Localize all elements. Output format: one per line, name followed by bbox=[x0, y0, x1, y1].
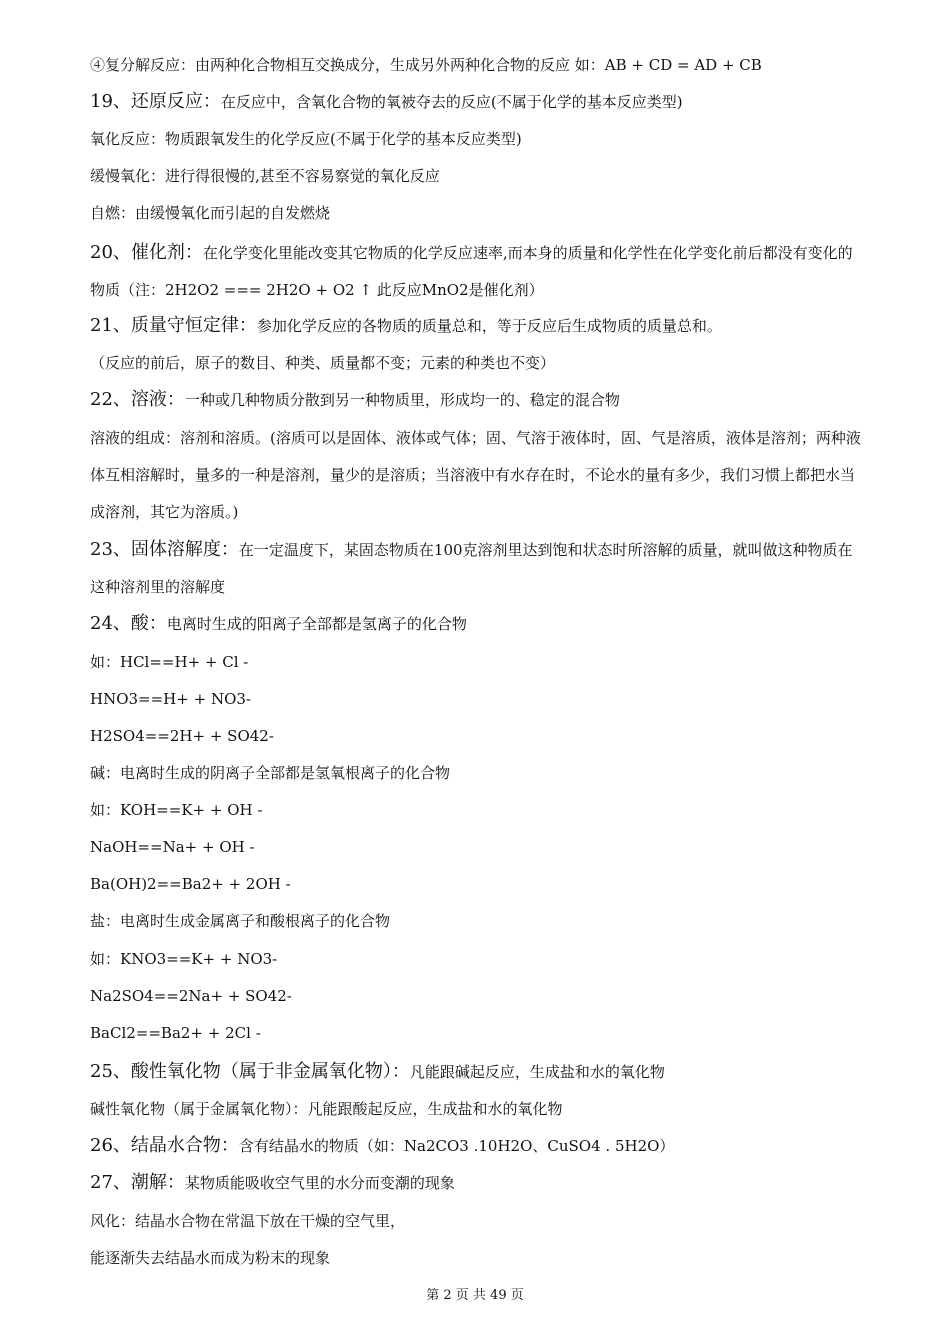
text-line bbox=[90, 763, 862, 783]
text-line bbox=[90, 726, 862, 746]
text-line bbox=[90, 986, 862, 1006]
line-text: 溶液的组成：溶剂和溶质。(溶质可以是固体、液体或气体；固、气溶于液体时，固、气是溶质，液体是溶剂；两种液体互相溶解时，量多的一种是溶剂，量少的是溶质；当溶液中有水存在时，不论水的量有多少，我们习惯上都把水当成溶剂，其它为溶质。) bbox=[90, 429, 861, 521]
text-paragraph bbox=[90, 531, 862, 606]
text-line bbox=[90, 689, 862, 709]
line-text: 碱性氧化物（属于金属氧化物）：凡能跟酸起反应，生成盐和水的氧化物 bbox=[90, 1100, 563, 1118]
text-line bbox=[90, 1248, 862, 1268]
line-heading: 20、催化剂： bbox=[90, 242, 203, 263]
line-text: 碱：电离时生成的阴离子全部都是氢氧根离子的化合物 bbox=[90, 764, 451, 782]
text-line bbox=[90, 1099, 862, 1119]
page-footer: 第 2 页 共 49 页 bbox=[426, 1288, 524, 1303]
text-line bbox=[90, 911, 862, 931]
line-heading: 24、酸： bbox=[90, 613, 167, 634]
line-text: 如：KNO3==K+ + NO3- bbox=[90, 950, 278, 968]
text-line bbox=[90, 837, 862, 857]
text-line bbox=[90, 800, 862, 820]
line-text: 盐：电离时生成金属离子和酸根离子的化合物 bbox=[90, 912, 391, 930]
text-line bbox=[90, 1136, 862, 1156]
line-text: BaCl2==Ba2+ + 2Cl - bbox=[90, 1024, 261, 1042]
line-heading: 19、还原反应： bbox=[90, 91, 221, 112]
line-text: 如：HCl==H+ + Cl - bbox=[90, 653, 249, 671]
line-text: 在化学变化里能改变其它物质的化学反应速率,而本身的质量和化学性在化学变化前后都没有变化的物质（注：2H2O2 === 2H2O + O2 ↑ 此反应MnO2是催化剂） bbox=[90, 244, 853, 299]
text-paragraph bbox=[90, 234, 862, 309]
text-paragraph bbox=[90, 419, 862, 531]
text-line bbox=[90, 203, 862, 223]
text-line bbox=[90, 1173, 862, 1193]
line-heading: 27、潮解： bbox=[90, 1172, 185, 1193]
text-line bbox=[90, 614, 862, 634]
text-line bbox=[90, 1211, 862, 1231]
line-text: H2SO4==2H+ + SO42- bbox=[90, 727, 274, 745]
line-text: 参加化学反应的各物质的质量总和，等于反应后生成物质的质量总和。 bbox=[256, 317, 722, 335]
line-text: 能逐渐失去结晶水而成为粉末的现象 bbox=[90, 1249, 331, 1267]
line-text: 在一定温度下，某固态物质在100克溶剂里达到饱和状态时所溶解的质量，就叫做这种物质在这种溶剂里的溶解度 bbox=[90, 541, 853, 596]
line-text: 一种或几种物质分散到另一种物质里，形成均一的、稳定的混合物 bbox=[184, 391, 620, 409]
text-line bbox=[90, 1023, 862, 1043]
line-text: NaOH==Na+ + OH - bbox=[90, 838, 255, 856]
line-text: 电离时生成的阳离子全部都是氢离子的化合物 bbox=[166, 615, 467, 633]
line-heading: 26、结晶水合物： bbox=[90, 1135, 239, 1156]
text-line bbox=[90, 353, 862, 373]
line-heading: 23、固体溶解度： bbox=[90, 539, 239, 560]
line-heading: 21、质量守恒定律： bbox=[90, 315, 257, 336]
line-text: 某物质能吸收空气里的水分而变潮的现象 bbox=[184, 1174, 455, 1192]
line-heading: 25、酸性氧化物（属于非金属氧化物）： bbox=[90, 1061, 410, 1082]
line-text: 缓慢氧化：进行得很慢的,甚至不容易察觉的氧化反应 bbox=[90, 167, 440, 185]
line-text: 在反应中，含氧化合物的氧被夺去的反应(不属于化学的基本反应类型) bbox=[220, 93, 683, 111]
text-line bbox=[90, 1062, 862, 1082]
line-text: （反应的前后，原子的数目、种类、质量都不变；元素的种类也不变） bbox=[90, 354, 556, 372]
text-line bbox=[90, 949, 862, 969]
text-line bbox=[90, 92, 862, 112]
text-line bbox=[90, 55, 862, 75]
line-text: Na2SO4==2Na+ + SO42- bbox=[90, 987, 292, 1005]
line-text: ④复分解反应：由两种化合物相互交换成分，生成另外两种化合物的反应 如：AB + CD = AD + CB bbox=[90, 56, 762, 74]
line-text: 风化：结晶水合物在常温下放在干燥的空气里， bbox=[90, 1212, 406, 1230]
text-line bbox=[90, 874, 862, 894]
line-text: 含有结晶水的物质（如：Na2CO3 .10H2O、CuSO4 . 5H2O） bbox=[238, 1137, 675, 1155]
text-line bbox=[90, 390, 862, 410]
text-line bbox=[90, 129, 862, 149]
line-text: 氧化反应：物质跟氧发生的化学反应(不属于化学的基本反应类型) bbox=[90, 130, 522, 148]
text-line bbox=[90, 166, 862, 186]
line-text: Ba(OH)2==Ba2+ + 2OH - bbox=[90, 875, 291, 893]
line-text: 凡能跟碱起反应，生成盐和水的氧化物 bbox=[409, 1063, 665, 1081]
text-line bbox=[90, 652, 862, 672]
text-line bbox=[90, 316, 862, 336]
line-text: 自燃：由缓慢氧化而引起的自发燃烧 bbox=[90, 204, 331, 222]
line-text: HNO3==H+ + NO3- bbox=[90, 690, 251, 708]
line-heading: 22、溶液： bbox=[90, 389, 185, 410]
line-text: 如：KOH==K+ + OH - bbox=[90, 801, 263, 819]
